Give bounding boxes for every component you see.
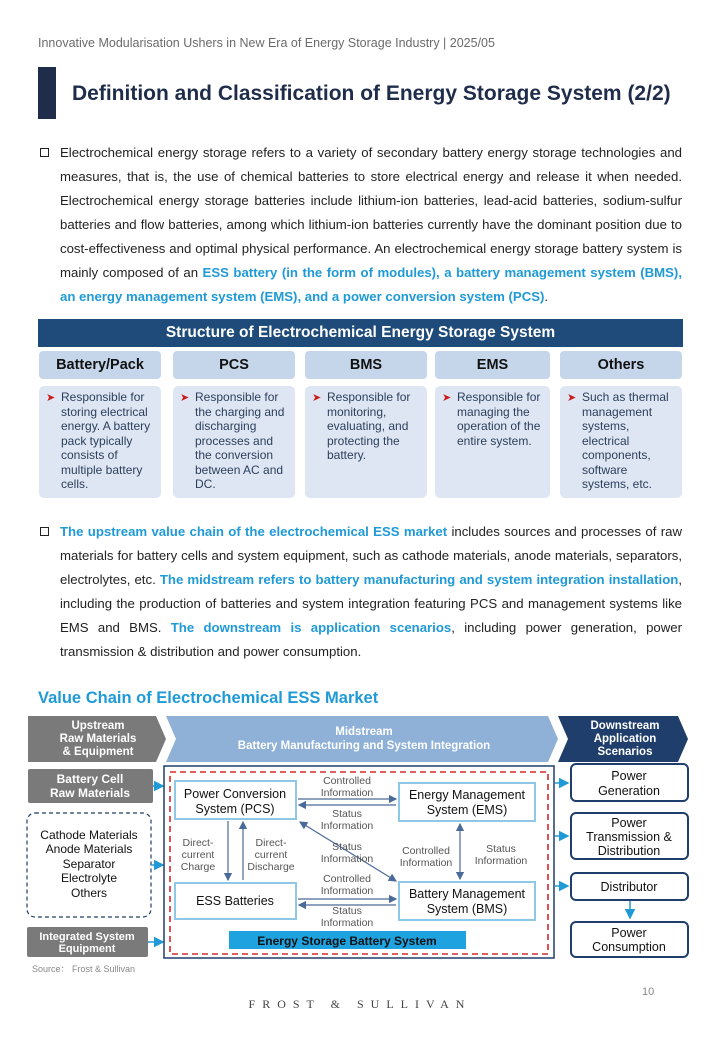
upstream-header-3: & Equipment [62,746,134,758]
upstream-header-2: Raw Materials [59,733,137,745]
ems-label-1: Energy Management [408,788,526,802]
frost-sullivan-logo: FROST & SULLIVAN [248,997,472,1011]
downstream-header-2: Application [593,733,657,745]
integrated-equipment-1: Integrated System [39,931,135,943]
midstream-header-2: Battery Manufacturing and System Integration [237,740,491,752]
material-electrolyte: Electrolyte [60,871,118,885]
arrow-bullet-icon: ➤ [442,392,452,404]
power-generation-2: Generation [598,784,660,798]
ess-system-label: Energy Storage Battery System [257,934,437,948]
downstream-header-3: Scenarios [597,746,653,758]
direct-discharge-3: Discharge [247,861,295,873]
material-others: Others [70,886,108,900]
midstream-text: , including the production of batteries and system integration featuring PCS and management systems like EMS and BMS. [60,572,682,635]
upstream-header-1: Upstream [71,720,125,732]
structure-head-ems: EMS [435,351,550,379]
bms-label-1: Battery Management [408,887,526,901]
arrow-bullet-icon: ➤ [46,392,56,404]
status-info-mid-1: Status [332,841,362,853]
ems-label-2: System (EMS) [426,803,508,817]
structure-text-pcs: Responsible for the charging and discharging processes and the conversion between AC and DC. [195,390,285,491]
controlled-info-top-2: Information [320,787,374,799]
status-info-right-1: Status [486,843,516,855]
direct-charge-3: Charge [180,861,216,873]
structure-text-battery: Responsible for storing electrical energy. A battery pack typically consists of multiple battery cells. [61,390,151,491]
controlled-info-bottom-2: Information [320,885,374,897]
intro-text: Electrochemical energy storage refers to a variety of secondary battery energy storage technologies and measures, that is, the use of chemical batteries to store electrical energy and release it when needed. Electrochemical energy storage batteries include lithium-ion batteries, lead-acid batteries, sodium-sulfur batteries and flow batteries, among which lithium-ion batteries currently have the dominant position due to cost-effectiveness and optimal physical performance. An electrochemical energy storage battery system is mainly composed of an [60,145,682,280]
midstream-chevron [166,716,558,762]
arrow-bullet-icon: ➤ [567,392,577,404]
power-transmission-2: Transmission & [586,830,672,844]
controlled-info-top-1: Controlled [323,775,371,787]
structure-text-ems: Responsible for managing the operation of the entire system. [457,390,541,448]
controlled-info-bottom-1: Controlled [323,873,371,885]
value-chain-title: Value Chain of Electrochemical ESS Market [38,689,379,707]
status-info-bottom-1: Status [332,905,362,917]
controlled-info-right-2: Information [399,857,453,869]
intro-end: . [544,289,549,304]
pcs-label-2: System (PCS) [195,802,275,816]
status-info-bottom-2: Information [320,917,374,929]
material-cathode: Cathode Materials [40,828,138,842]
integrated-equipment-2: Equipment [58,943,116,955]
power-consumption-2: Consumption [592,940,666,954]
downstream-text: , including power generation, power transmission & distribution and power consumption. [60,620,682,659]
bms-label-2: System (BMS) [426,902,508,916]
running-header: Innovative Modularisation Ushers in New Era of Energy Storage Industry | 2025/05 [38,36,495,50]
structure-head-battery: Battery/Pack [39,351,161,379]
direct-discharge-2: current [254,849,288,861]
controlled-info-right-1: Controlled [402,845,450,857]
power-consumption-1: Power [611,926,647,940]
structure-text-others: Such as thermal management systems, electrical components, software systems, etc. [582,390,669,491]
midstream-highlight: The midstream refers to battery manufacturing and system integration installation [159,572,679,587]
page-number: 10 [642,986,655,998]
status-info-right-2: Information [474,855,528,867]
structure-head-others: Others [560,351,682,379]
arrow-bullet-icon: ➤ [180,392,190,404]
upstream-highlight: The upstream value chain of the electrochemical ESS market [60,524,448,539]
status-info-top-1: Status [332,808,362,820]
downstream-highlight: The downstream is application scenarios [170,620,452,635]
downstream-header-1: Downstream [590,720,660,732]
direct-charge-2: current [181,849,215,861]
distributor-label: Distributor [600,880,658,894]
midstream-header-1: Midstream [335,726,393,738]
battery-cell-raw-1: Battery Cell [56,772,124,786]
page-title: Definition and Classification of Energy Storage System (2/2) [72,82,671,105]
structure-title: Structure of Electrochemical Energy Storage System [38,319,683,347]
structure-head-pcs: PCS [173,351,295,379]
status-info-top-2: Information [320,820,374,832]
pcs-label-1: Power Conversion [183,787,287,801]
structure-head-bms: BMS [305,351,427,379]
direct-charge-1: Direct- [182,837,214,849]
ess-batteries-label: ESS Batteries [196,894,274,908]
arrow-bullet-icon: ➤ [312,392,322,404]
intro-highlight: ESS battery (in the form of modules), a battery management system (BMS), an energy management system (EMS), and a power conversion system (PCS) [60,265,682,304]
structure-text-bms: Responsible for monitoring, evaluating, and protecting the battery. [327,390,411,462]
battery-cell-raw-2: Raw Materials [49,786,131,800]
power-transmission-3: Distribution [597,844,661,858]
material-separator: Separator [62,857,116,871]
direct-discharge-1: Direct- [255,837,287,849]
power-transmission-1: Power [611,816,647,830]
power-generation-1: Power [611,769,647,783]
source-note: Source： Frost & Sullivan [32,964,136,974]
material-anode: Anode Materials [45,842,133,856]
upstream-text: includes sources and processes of raw materials for battery cells and system equipment, such as cathode materials, anode materials, separators, electrolytes, etc. [60,524,682,587]
status-info-mid-2: Information [320,853,374,865]
